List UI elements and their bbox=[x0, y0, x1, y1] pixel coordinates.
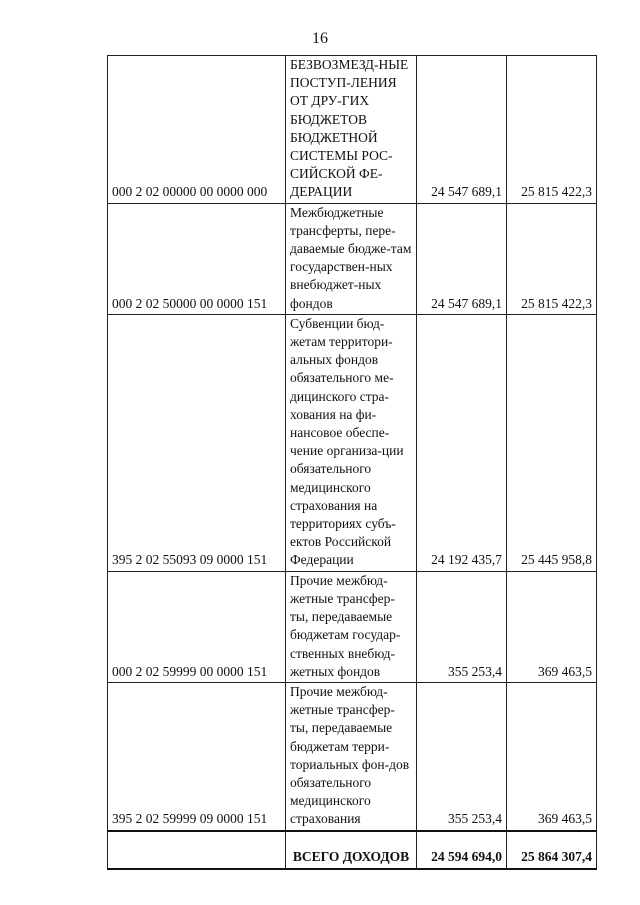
total-amount-year-2: 25 864 307,4 bbox=[507, 831, 597, 869]
budget-code-cell: 395 2 02 59999 09 0000 151 bbox=[108, 682, 286, 830]
amount-cell-year-2: 369 463,5 bbox=[507, 571, 597, 682]
budget-code-cell: 395 2 02 55093 09 0000 151 bbox=[108, 314, 286, 571]
total-row bbox=[108, 831, 597, 869]
amount-cell-year-2: 25 815 422,3 bbox=[507, 203, 597, 314]
revenue-name-cell: Межбюджетные трансферты, пере-даваемые бюдже-там государствен-ных внебюджет-ных фондов bbox=[286, 203, 417, 314]
budget-code-cell: 000 2 02 00000 00 0000 000 bbox=[108, 56, 286, 204]
budget-code-cell: 000 2 02 50000 00 0000 151 bbox=[108, 203, 286, 314]
budget-code-cell: 000 2 02 59999 00 0000 151 bbox=[108, 571, 286, 682]
amount-cell-year-1: 24 547 689,1 bbox=[417, 56, 507, 204]
amount-cell-year-1: 24 547 689,1 bbox=[417, 203, 507, 314]
amount-cell-year-1: 355 253,4 bbox=[417, 571, 507, 682]
amount-cell-year-2: 369 463,5 bbox=[507, 682, 597, 830]
amount-cell-year-2: 25 445 958,8 bbox=[507, 314, 597, 571]
amount-cell-year-1: 24 192 435,7 bbox=[417, 314, 507, 571]
table-row bbox=[108, 571, 597, 682]
revenue-name-cell: БЕЗВОЗМЕЗД-НЫЕ ПОСТУП-ЛЕНИЯ ОТ ДРУ-ГИХ БЮДЖЕТОВ БЮДЖЕТНОЙ СИСТЕМЫ РОС-СИЙСКОЙ ФЕ-ДЕРАЦИИ bbox=[286, 56, 417, 204]
table-row bbox=[108, 56, 597, 204]
revenue-name-cell: Прочие межбюд-жетные трансфер-ты, передаваемые бюджетам терри-ториальных фон-дов обязательного медицинского страхования bbox=[286, 682, 417, 830]
budget-revenue-table bbox=[107, 55, 597, 870]
table-row bbox=[108, 314, 597, 571]
revenue-name-cell: Прочие межбюд-жетные трансфер-ты, передаваемые бюджетам государ-ственных внебюд-жетных фондов bbox=[286, 571, 417, 682]
total-label: ВСЕГО ДОХОДОВ bbox=[286, 831, 417, 869]
revenue-name-cell: Субвенции бюд-жетам территори-альных фондов обязательного ме-дицинского стра-хования на фи-нансовое обеспе-чение организа-ции обязательного медицинского страхования на территориях субъ-ектов Российской Федерации bbox=[286, 314, 417, 571]
amount-cell-year-1: 355 253,4 bbox=[417, 682, 507, 830]
table-row bbox=[108, 203, 597, 314]
table-row bbox=[108, 682, 597, 830]
page-number: 16 bbox=[312, 30, 328, 47]
amount-cell-year-2: 25 815 422,3 bbox=[507, 56, 597, 204]
total-code-cell bbox=[108, 831, 286, 869]
total-amount-year-1: 24 594 694,0 bbox=[417, 831, 507, 869]
